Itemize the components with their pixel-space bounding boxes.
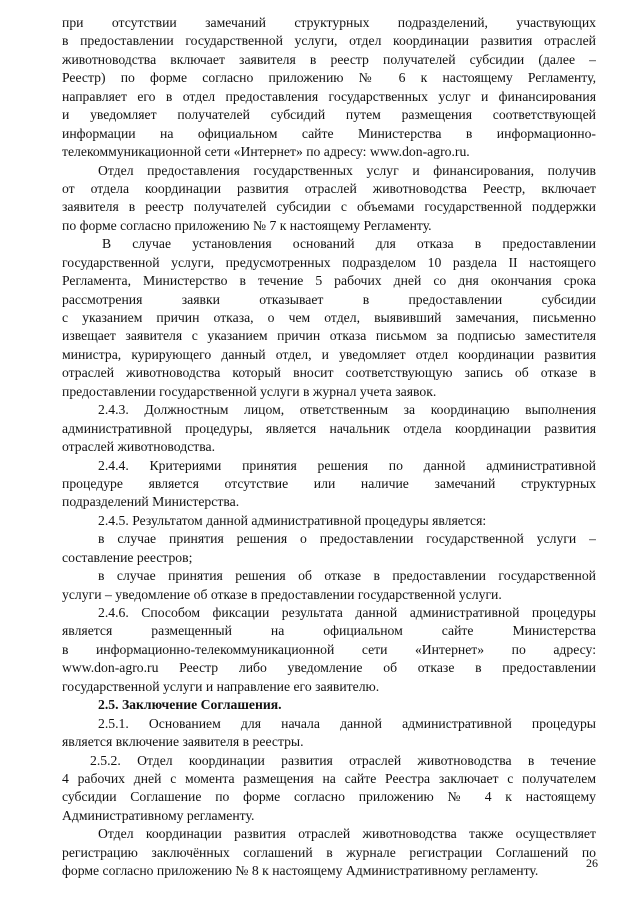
text-line: Регламента, Министерство в течение 5 рабочих дней со дня окончания срока [62,273,596,289]
text-line: телекоммуникационной сети «Интернет» по адресу: www.don-agro.ru. [62,144,470,160]
text-line: извещает заявителя с указанием причин отказа письмом за подписью заместителя [62,328,596,344]
text-line: Отдел предоставления государственных услуг и финансирования, получив [98,162,596,178]
text-line: в случае принятия решения об отказе в предоставлении государственной [98,568,596,584]
text-line: 2.4.6. Способом фиксации результата данной административной процедуры [98,605,596,620]
text-line: форме согласно приложению № 8 к настоящему Административному регламенту. [62,863,539,879]
text-line: предоставлении государственной услуги в журнал учета заявок. [62,383,437,399]
text-line: в предоставлении государственной услуги, отдел координации развития отраслей [62,33,596,49]
text-line: информации на официальном сайте Министерства в информационно- [62,125,596,141]
text-line: по форме согласно приложению № 7 к настоящему Регламенту. [62,217,432,233]
text-line: субсидии Соглашение по форме согласно приложению № 4 к настоящему [62,789,596,805]
text-line: рассмотрения заявки отказывает в предоставлении субсидии [62,291,596,307]
text-line: является размещенный на официальном сайте Министерства [62,623,596,639]
text-line: отраслей животноводства. [62,439,216,455]
text-line: государственной услуги и направление его заявителю. [62,678,380,694]
text-line: направляет его в отдел предоставления государственных услуг и финансирования [62,88,596,104]
text-line: процедуре является отсутствие или наличие замечаний структурных [62,475,596,491]
text-line: Реестр) по форме согласно приложению № 6 к настоящему Регламенту, [62,70,596,86]
text-line: 2.5.2. Отдел координации развития отраслей животноводства в течение [90,752,596,768]
text-line: от отдела координации развития отраслей животноводства Реестр, включает [62,180,596,196]
text-line: в случае принятия решения о предоставлении государственной услуги – [98,531,596,547]
text-line: услуги – уведомление об отказе в предоставлении государственной услуги. [62,586,502,602]
text-line: 2.5.1. Основанием для начала данной административной процедуры [98,715,596,731]
text-line: является включение заявителя в реестры. [62,734,304,750]
text-line: www.don-agro.ru Реестр либо уведомление об отказе в предоставлении [62,660,596,676]
text-line: министра, курирующего данный отдел, и уведомляет отдел координации развития [62,346,596,362]
text-line: составление реестров; [62,549,193,565]
text-line: Административному регламенту. [62,807,255,823]
text-line: в информационно-телекоммуникационной сети «Интернет» по адресу: [62,641,596,657]
text-line: отраслей животноводства который вносит соответствующую запись об отказе в [62,365,596,381]
text-line: заявителя в реестр получателей субсидии с объемами государственной поддержки [62,199,596,215]
text-line: 2.4.5. Результатом данной административной процедуры является: [98,512,487,528]
text-line: подразделений Министерства. [62,494,240,510]
text-line: 2.4.4. Критериями принятия решения по данной административной [98,457,596,473]
text-line: при отсутствии замечаний структурных подразделений, участвующих [62,15,596,30]
text-line: с указанием причин отказа, о чем отдел, выявивший замечания, письменно [62,310,596,325]
text-line: животноводства включает заявителя в реестр получателей субсидии (далее – [62,51,596,67]
text-line: административной процедуры, является начальник отдела координации развития [62,420,596,436]
text-line: и уведомляет получателей субсидий путем размещения соответствующей [62,107,596,123]
text-line: государственной услуги, предусмотренных подразделом 10 раздела II настоящего [62,254,596,270]
text-line: регистрацию заключённых соглашений в журнале регистрации Соглашений по [62,844,596,860]
section-heading: 2.5. Заключение Соглашения. [98,697,282,713]
text-line: 4 рабочих дней с момента размещения на сайте Реестра заключает с получателем [62,770,596,786]
text-line: 2.4.3. Должностным лицом, ответственным за координацию выполнения [98,402,596,418]
page-number: 26 [586,856,598,870]
text-line: В случае установления оснований для отказа в предоставлении [102,236,596,252]
text-line: Отдел координации развития отраслей животноводства также осуществляет [98,826,596,842]
